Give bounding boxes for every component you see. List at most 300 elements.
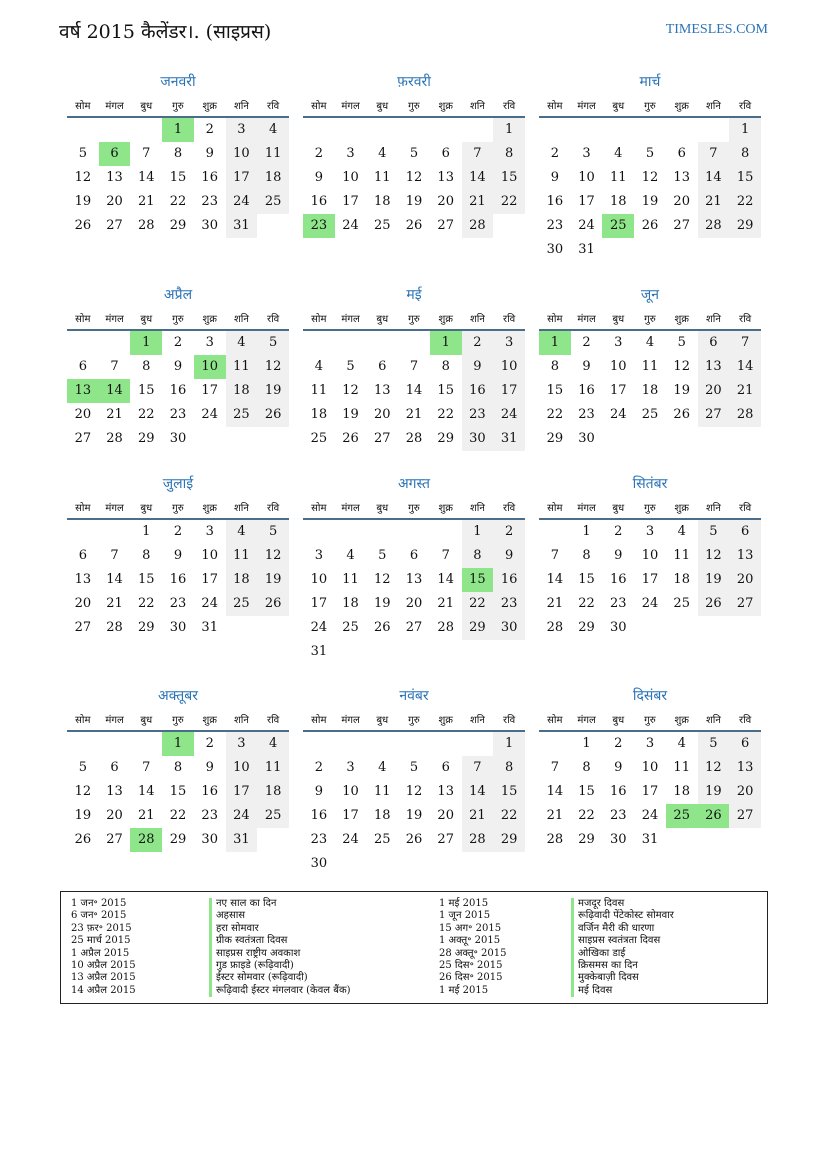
- day-cell: 21: [138, 194, 155, 209]
- day-cell: 27: [437, 218, 454, 233]
- day-cell: 2: [173, 335, 183, 350]
- empty-cell: [303, 118, 335, 142]
- day-cell: 1: [462, 520, 494, 544]
- day-cell: 29: [578, 620, 595, 635]
- day-cell: 25: [257, 190, 289, 214]
- weekday-label: सोम: [75, 715, 91, 726]
- month-name: जनवरी: [160, 74, 196, 90]
- day-cell: 13: [437, 784, 454, 799]
- weekday-header: [67, 311, 289, 331]
- legend-date: 1 मई 2015: [439, 898, 489, 909]
- day-cell: 24: [342, 218, 359, 233]
- day-cell: 11: [673, 760, 690, 775]
- day-cell: 2: [462, 331, 494, 355]
- weekday-label: गुरु: [408, 715, 420, 726]
- weekday-label: बुध: [140, 101, 153, 112]
- day-cell: 22: [138, 596, 155, 611]
- day-cell: 29: [169, 218, 187, 233]
- day-cell: 12: [698, 544, 730, 568]
- day-cell: 9: [614, 760, 623, 775]
- day-cell: 28: [462, 214, 494, 238]
- weekday-label: शुक्र: [674, 314, 689, 325]
- day-cell: 9: [173, 359, 183, 374]
- day-cell: 17: [201, 572, 218, 587]
- weekday-label: बुध: [140, 314, 153, 325]
- day-cell: 15: [493, 780, 525, 804]
- day-cell: 14: [405, 383, 423, 398]
- day-cell: 11: [374, 784, 391, 799]
- day-grid: [67, 520, 289, 640]
- empty-cell: [99, 732, 131, 756]
- day-cell: 14: [462, 780, 494, 804]
- month-block: [67, 72, 289, 238]
- day-cell: 9: [314, 170, 323, 185]
- day-cell: 5: [78, 146, 87, 161]
- empty-cell: [430, 732, 462, 756]
- day-cell: 12: [673, 359, 690, 374]
- month-name: दिसंबर: [632, 688, 668, 704]
- weekday-label: मंगल: [105, 715, 124, 726]
- legend-holiday-name: साइप्रस राष्ट्रीय अवकाश: [209, 948, 300, 960]
- month-name: अगस्त: [397, 476, 430, 492]
- weekday-header: [303, 712, 525, 732]
- empty-cell: [539, 520, 571, 544]
- weekday-label: मंगल: [341, 503, 360, 514]
- month-name: अप्रैल: [163, 287, 193, 303]
- site-logo-link[interactable]: TIMESLES.COM: [665, 22, 768, 37]
- day-cell: 20: [729, 780, 761, 804]
- weekday-label: शुक्र: [202, 715, 217, 726]
- legend-date: 14 अप्रैल 2015: [71, 984, 136, 996]
- weekday-label: शनि: [705, 101, 721, 112]
- day-cell: 31: [226, 214, 258, 238]
- day-cell: 21: [546, 808, 564, 823]
- day-cell: 22: [578, 808, 595, 823]
- day-cell: 2: [173, 524, 183, 539]
- legend-holiday-name: रूढ़िवादी पेंटेकोस्ट सोमवार: [571, 910, 674, 922]
- day-cell: 26: [698, 592, 730, 616]
- weekday-label: रवि: [503, 101, 516, 112]
- weekday-label: गुरु: [172, 503, 184, 514]
- day-cell: 24: [610, 407, 627, 422]
- weekday-label: मंगल: [341, 715, 360, 726]
- day-cell: 28: [729, 403, 761, 427]
- day-cell: 8: [142, 359, 151, 374]
- day-cell: 23: [610, 808, 627, 823]
- empty-cell: [634, 118, 666, 142]
- day-cell: 27: [437, 832, 454, 847]
- day-cell: 8: [582, 760, 591, 775]
- weekday-label: सोम: [311, 314, 327, 325]
- day-cell: 2: [614, 736, 623, 751]
- empty-cell: [398, 520, 430, 544]
- day-cell: 8: [550, 359, 559, 374]
- day-cell: 18: [673, 784, 690, 799]
- weekday-label: गुरु: [408, 503, 420, 514]
- day-cell: 31: [201, 620, 218, 635]
- legend-date: 13 अप्रैल 2015: [71, 972, 136, 984]
- empty-cell: [462, 118, 494, 142]
- day-cell: 6: [677, 146, 686, 161]
- day-cell: 12: [257, 355, 289, 379]
- day-cell: 5: [698, 520, 730, 544]
- day-cell: 3: [493, 331, 525, 355]
- weekday-label: मंगल: [105, 101, 124, 112]
- day-cell: 17: [578, 194, 595, 209]
- day-grid: [539, 118, 761, 262]
- weekday-label: शनि: [469, 503, 485, 514]
- legend-date: 15 अग॰ 2015: [439, 922, 502, 934]
- month-name: मार्च: [639, 74, 661, 90]
- legend-holiday-name: मुक्केबाज़ी दिवस: [571, 972, 639, 984]
- empty-cell: [335, 118, 367, 142]
- day-cell: 19: [698, 780, 730, 804]
- day-cell: 23: [546, 218, 564, 233]
- legend-holiday-name: ओखिका डाई: [571, 948, 625, 960]
- weekday-label: मंगल: [577, 715, 596, 726]
- weekday-label: सोम: [547, 503, 563, 514]
- day-cell: 10: [226, 756, 258, 780]
- day-cell: 27: [106, 832, 123, 847]
- day-cell: 31: [310, 644, 328, 659]
- day-cell: 7: [462, 142, 494, 166]
- day-cell: 1: [493, 118, 525, 142]
- day-cell: 13: [729, 756, 761, 780]
- holiday-legend: [60, 891, 768, 1004]
- month-block: [303, 474, 525, 664]
- day-cell: 24: [310, 620, 328, 635]
- day-cell: 27: [74, 431, 92, 446]
- day-cell: 20: [106, 194, 123, 209]
- day-cell: 20: [405, 596, 423, 611]
- day-cell: 23: [578, 407, 595, 422]
- day-cell: 22: [169, 194, 187, 209]
- weekday-header: [67, 712, 289, 732]
- day-cell: 6: [729, 520, 761, 544]
- weekday-label: शुक्र: [674, 715, 689, 726]
- empty-cell: [398, 732, 430, 756]
- day-cell: 3: [346, 146, 355, 161]
- weekday-label: बुध: [376, 715, 389, 726]
- weekday-label: शुक्र: [438, 715, 453, 726]
- day-cell: 11: [257, 756, 289, 780]
- month-block: [67, 285, 289, 451]
- empty-cell: [99, 331, 131, 355]
- day-cell: 14: [437, 572, 454, 587]
- weekday-label: शुक्र: [202, 314, 217, 325]
- day-cell: 30: [610, 832, 627, 847]
- day-cell: 13: [374, 383, 391, 398]
- day-cell: 8: [142, 548, 151, 563]
- day-cell: 27: [729, 804, 761, 828]
- day-cell: 21: [106, 407, 123, 422]
- legend-holiday-name: क्रिसमस का दिन: [571, 960, 638, 972]
- weekday-label: गुरु: [408, 314, 420, 325]
- legend-holiday-name: नए साल का दिन: [209, 898, 276, 910]
- legend-holiday-name: गुड फ्राइडे (रूढ़िवादी): [209, 960, 294, 972]
- day-cell: 18: [374, 194, 391, 209]
- day-cell: 23: [462, 403, 494, 427]
- day-cell: 11: [610, 170, 627, 185]
- day-cell: 11: [226, 355, 258, 379]
- day-cell: 29: [437, 431, 454, 446]
- weekday-header: [539, 500, 761, 520]
- day-cell: 28: [138, 218, 155, 233]
- legend-holiday-name: ग्रीक स्वतंत्रता दिवस: [209, 935, 287, 947]
- day-cell: 10: [342, 784, 359, 799]
- day-grid: [67, 331, 289, 451]
- day-cell: 21: [729, 379, 761, 403]
- day-cell: 7: [698, 142, 730, 166]
- day-cell: 15: [138, 572, 155, 587]
- weekday-label: शनि: [233, 503, 249, 514]
- day-cell: 9: [462, 355, 494, 379]
- day-cell: 19: [74, 194, 92, 209]
- day-cell: 19: [673, 383, 690, 398]
- empty-cell: [539, 732, 571, 756]
- day-cell: 24: [201, 407, 218, 422]
- day-cell: 22: [462, 592, 494, 616]
- day-cell: 23: [610, 596, 627, 611]
- day-cell: 29: [493, 828, 525, 852]
- weekday-label: रवि: [739, 715, 752, 726]
- day-cell: 28: [405, 431, 423, 446]
- day-cell: 9: [550, 170, 559, 185]
- day-cell: 21: [405, 407, 423, 422]
- day-cell: 28: [546, 620, 564, 635]
- day-cell: 3: [205, 524, 214, 539]
- day-cell: 27: [405, 620, 423, 635]
- legend-date: 1 जून 2015: [439, 910, 491, 922]
- day-cell: 30: [169, 620, 187, 635]
- day-grid: [67, 732, 289, 852]
- weekday-header: [539, 712, 761, 732]
- weekday-label: रवि: [739, 314, 752, 325]
- weekday-label: शनि: [233, 314, 249, 325]
- day-cell: 4: [645, 335, 655, 350]
- weekday-label: बुध: [376, 503, 389, 514]
- weekday-label: बुध: [376, 314, 389, 325]
- day-cell: 4: [677, 736, 686, 751]
- legend-date: 1 मई 2015: [439, 984, 489, 996]
- day-cell: 15: [493, 166, 525, 190]
- day-cell: 4: [257, 732, 289, 756]
- day-cell: 10: [342, 170, 359, 185]
- day-cell: 26: [74, 832, 92, 847]
- empty-cell: [67, 520, 99, 544]
- weekday-label: रवि: [503, 715, 516, 726]
- day-cell: 13: [106, 170, 123, 185]
- day-cell: 23: [169, 407, 187, 422]
- day-cell: 26: [257, 403, 289, 427]
- day-cell: 6: [698, 331, 730, 355]
- day-cell: 26: [405, 218, 423, 233]
- empty-cell: [335, 520, 367, 544]
- day-cell: 24: [226, 190, 258, 214]
- day-cell: 24: [641, 596, 659, 611]
- empty-cell: [571, 118, 603, 142]
- day-cell: 14: [106, 572, 123, 587]
- day-cell: 8: [582, 548, 591, 563]
- day-cell: 3: [346, 760, 355, 775]
- weekday-label: शनि: [469, 101, 485, 112]
- day-cell: 26: [74, 218, 92, 233]
- day-cell: 30: [610, 620, 627, 635]
- day-cell: 5: [645, 146, 655, 161]
- day-cell: 21: [546, 596, 564, 611]
- day-cell: 8: [173, 760, 183, 775]
- month-block: [303, 686, 525, 876]
- month-name: जुलाई: [162, 476, 194, 492]
- day-cell: 15: [169, 170, 187, 185]
- day-cell: 5: [409, 146, 419, 161]
- day-cell: 27: [729, 592, 761, 616]
- day-cell: 2: [493, 520, 525, 544]
- day-cell: 7: [550, 760, 559, 775]
- weekday-label: रवि: [503, 503, 516, 514]
- weekday-label: मंगल: [105, 314, 124, 325]
- day-cell: 21: [138, 808, 155, 823]
- day-cell: 18: [226, 568, 258, 592]
- day-cell: 31: [493, 427, 525, 451]
- day-cell: 25: [226, 592, 258, 616]
- day-cell: 14: [462, 166, 494, 190]
- empty-cell: [602, 118, 634, 142]
- day-cell: 18: [257, 166, 289, 190]
- weekday-label: गुरु: [408, 101, 420, 112]
- day-cell: 4: [378, 146, 387, 161]
- day-cell: 17: [201, 383, 218, 398]
- empty-cell: [99, 520, 131, 544]
- empty-cell: [398, 331, 430, 355]
- month-name: फ़रवरी: [397, 74, 431, 90]
- day-cell: 17: [310, 596, 328, 611]
- day-cell: 24: [493, 403, 525, 427]
- weekday-header: [303, 311, 525, 331]
- day-cell: 17: [610, 383, 627, 398]
- empty-cell: [430, 118, 462, 142]
- day-cell: 29: [546, 431, 564, 446]
- day-cell: 10: [493, 355, 525, 379]
- day-cell: 30: [201, 832, 218, 847]
- day-cell: 2: [205, 736, 214, 751]
- day-cell: 16: [610, 784, 627, 799]
- day-cell: 14: [729, 355, 761, 379]
- weekday-label: गुरु: [172, 101, 184, 112]
- day-cell: 14: [546, 784, 564, 799]
- day-cell: 20: [106, 808, 123, 823]
- weekday-label: शुक्र: [438, 314, 453, 325]
- day-cell: 9: [205, 760, 214, 775]
- month-name: जून: [640, 287, 660, 303]
- day-cell: 8: [493, 142, 525, 166]
- day-cell: 5: [257, 331, 289, 355]
- day-cell: 1: [493, 732, 525, 756]
- legend-date: 23 फ़र॰ 2015: [71, 922, 132, 934]
- day-cell: 19: [405, 808, 423, 823]
- day-cell: 7: [110, 359, 119, 374]
- weekday-label: शुक्र: [438, 503, 453, 514]
- day-cell: 25: [641, 407, 659, 422]
- day-cell: 10: [226, 142, 258, 166]
- day-cell: 16: [201, 170, 218, 185]
- day-cell: 10: [641, 548, 659, 563]
- weekday-header: [67, 98, 289, 118]
- day-cell: 4: [677, 524, 686, 539]
- day-grid: [539, 732, 761, 852]
- weekday-label: सोम: [547, 314, 563, 325]
- empty-cell: [335, 732, 367, 756]
- day-cell: 31: [226, 828, 258, 852]
- day-cell: 12: [74, 170, 92, 185]
- day-cell: 21: [698, 190, 730, 214]
- day-cell: 13: [106, 784, 123, 799]
- holiday-day-cell: 1: [162, 118, 194, 142]
- day-cell: 18: [673, 572, 690, 587]
- day-cell: 6: [78, 548, 87, 563]
- weekday-label: बुध: [376, 101, 389, 112]
- day-cell: 3: [582, 146, 591, 161]
- day-cell: 22: [578, 596, 595, 611]
- day-cell: 27: [106, 218, 123, 233]
- day-cell: 28: [106, 431, 123, 446]
- legend-holiday-name: वर्जिन मैरी की धारणा: [571, 923, 654, 935]
- day-cell: 26: [673, 407, 690, 422]
- day-cell: 6: [110, 760, 119, 775]
- day-cell: 3: [205, 335, 214, 350]
- day-cell: 10: [201, 548, 218, 563]
- weekday-label: मंगल: [577, 314, 596, 325]
- day-cell: 20: [698, 379, 730, 403]
- holiday-day-cell: 10: [194, 355, 226, 379]
- holiday-day-cell: 25: [602, 214, 634, 238]
- month-block: [67, 474, 289, 640]
- day-cell: 4: [346, 548, 355, 563]
- day-grid: [303, 118, 525, 238]
- day-cell: 18: [310, 407, 328, 422]
- day-cell: 12: [641, 170, 659, 185]
- weekday-label: मंगल: [577, 101, 596, 112]
- day-cell: 20: [729, 568, 761, 592]
- day-cell: 11: [342, 572, 359, 587]
- day-cell: 4: [226, 520, 258, 544]
- month-name: सितंबर: [632, 476, 668, 492]
- day-cell: 23: [310, 832, 328, 847]
- day-cell: 30: [201, 218, 218, 233]
- holiday-day-cell: 25: [666, 804, 698, 828]
- day-cell: 30: [310, 856, 328, 871]
- day-cell: 28: [462, 828, 494, 852]
- day-cell: 17: [493, 379, 525, 403]
- day-cell: 29: [462, 616, 494, 640]
- day-cell: 5: [257, 520, 289, 544]
- day-cell: 30: [546, 242, 564, 257]
- day-cell: 22: [138, 407, 155, 422]
- day-cell: 7: [142, 760, 151, 775]
- legend-date: 6 जन॰ 2015: [71, 910, 127, 922]
- day-cell: 25: [374, 218, 391, 233]
- holiday-day-cell: 1: [162, 732, 194, 756]
- day-cell: 9: [205, 146, 214, 161]
- month-name: नवंबर: [399, 688, 429, 704]
- holiday-day-cell: 26: [698, 804, 730, 828]
- day-grid: [303, 732, 525, 876]
- weekday-label: गुरु: [644, 101, 656, 112]
- day-cell: 26: [374, 620, 391, 635]
- legend-holiday-name: रूढ़िवादी ईस्टर मंगलवार (केवल बैंक): [209, 985, 351, 997]
- day-cell: 24: [641, 808, 659, 823]
- day-cell: 26: [641, 218, 659, 233]
